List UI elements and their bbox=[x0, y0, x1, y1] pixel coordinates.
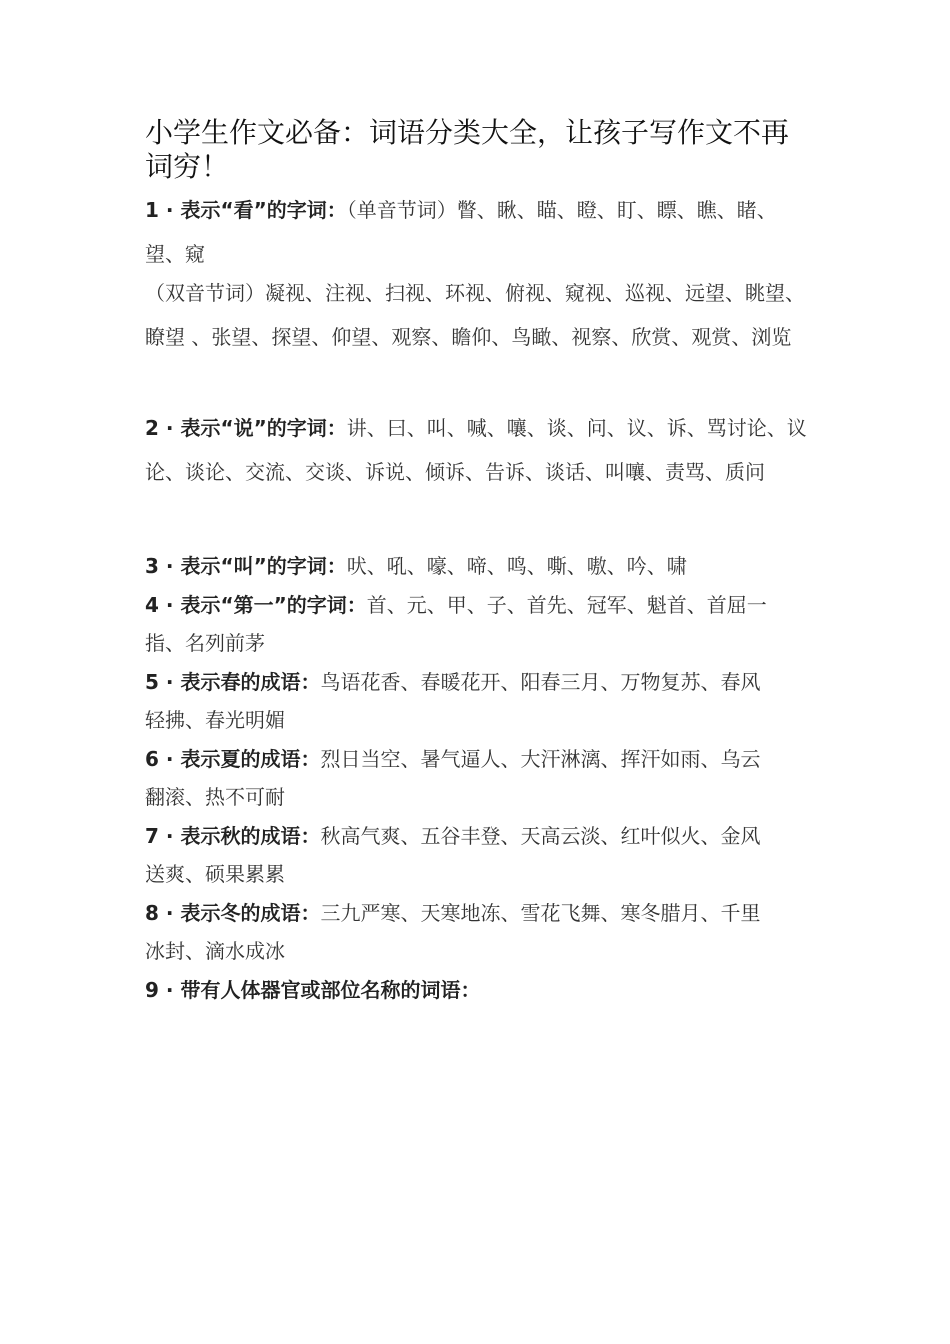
section-body: 烈日当空、暑气逼人、大汗淋漓、挥汗如雨、乌云翻滚、热不可耐 bbox=[145, 747, 761, 809]
section-heading: 4 · 表示“第一”的字词： bbox=[145, 593, 367, 617]
section-heading: 6 · 表示夏的成语： bbox=[145, 747, 321, 771]
section-5 bbox=[145, 663, 777, 739]
page-title: 小学生作文必备：词语分类大全，让孩子写作文不再词穷！ bbox=[145, 116, 790, 183]
section-8 bbox=[145, 894, 777, 970]
section-heading: 2 · 表示“说”的字词： bbox=[145, 416, 347, 440]
section-4 bbox=[145, 586, 777, 662]
section-body: 三九严寒、天寒地冻、雪花飞舞、寒冬腊月、千里冰封、滴水成冰 bbox=[145, 901, 761, 963]
section-heading: 7 · 表示秋的成语： bbox=[145, 824, 321, 848]
section-1 bbox=[145, 188, 815, 276]
section-9 bbox=[145, 971, 777, 1009]
section-body: （单音节词）瞥、瞅、瞄、瞪、盯、瞟、瞧、睹、望、窥 bbox=[145, 198, 777, 266]
section-1-continued bbox=[145, 271, 815, 359]
section-body: 吠、吼、嚎、啼、鸣、嘶、嗷、吟、啸 bbox=[346, 554, 687, 578]
section-heading: 1 · 表示“看”的字词： bbox=[145, 198, 347, 222]
section-7 bbox=[145, 817, 777, 893]
section-heading: 8 · 表示冬的成语： bbox=[145, 901, 321, 925]
section-body: 鸟语花香、春暖花开、阳春三月、万物复苏、春风轻拂、春光明媚 bbox=[145, 670, 761, 732]
section-3 bbox=[145, 547, 777, 585]
section-body: 秋高气爽、五谷丰登、天高云淡、红叶似火、金风送爽、硕果累累 bbox=[145, 824, 761, 886]
section-6 bbox=[145, 740, 777, 816]
section-body: 讲、曰、叫、喊、嚷、谈、问、议、诉、骂讨论、议论、谈论、交流、交谈、诉说、倾诉、告诉、谈话、叫嚷、责骂、质问 bbox=[145, 416, 807, 484]
section-heading: 9 · 带有人体器官或部位名称的词语： bbox=[145, 978, 481, 1002]
section-heading: 3 · 表示“叫”的字词： bbox=[145, 554, 347, 578]
section-body: （双音节词）凝视、注视、扫视、环视、俯视、窥视、巡视、远望、眺望、瞭望 、张望、探望、仰望、观察、瞻仰、鸟瞰、视察、欣赏、观赏、浏览 bbox=[145, 281, 805, 349]
section-body: 首、元、甲、子、首先、冠军、魁首、首屈一指、名列前茅 bbox=[145, 593, 767, 655]
section-heading: 5 · 表示春的成语： bbox=[145, 670, 321, 694]
section-2 bbox=[145, 406, 815, 494]
